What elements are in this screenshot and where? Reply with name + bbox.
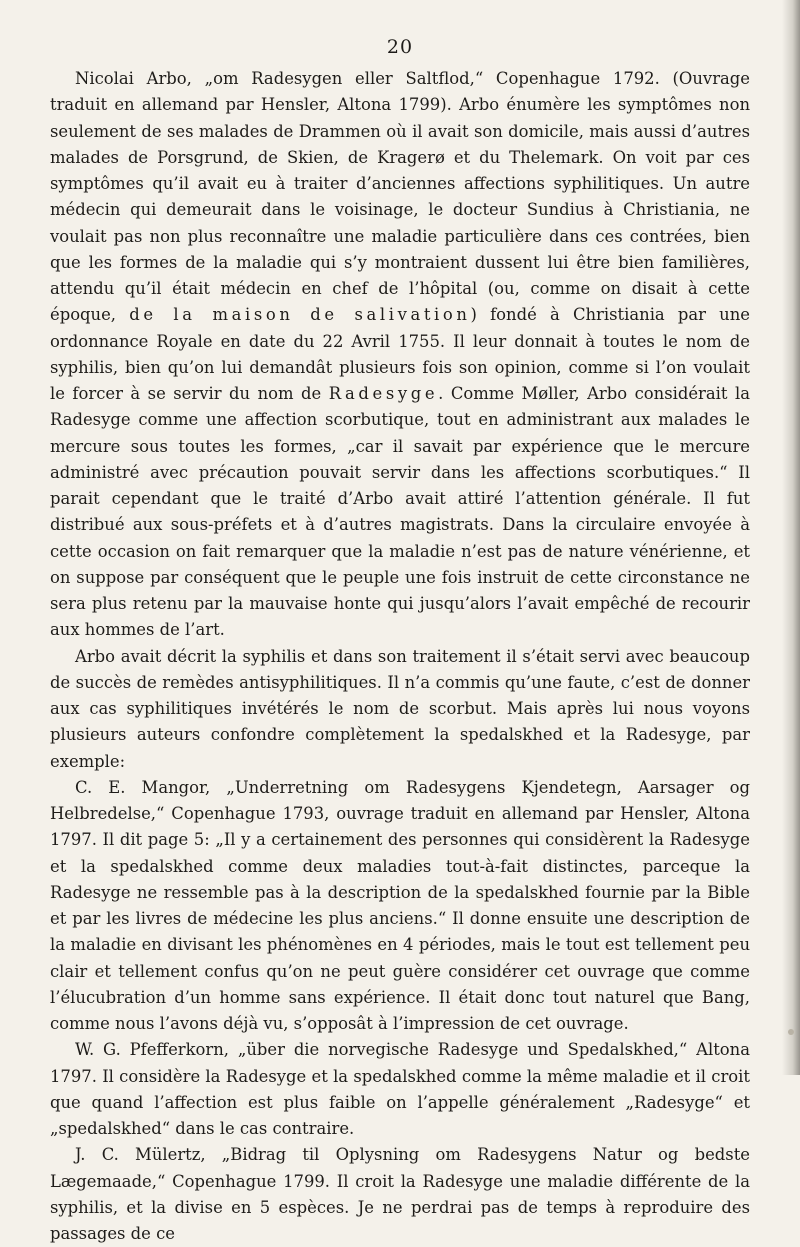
paragraph-mangor: C. E. Mangor, „Underretning om Radesygens Kjendetegn, Aarsager og Helbredelse,“ Copenhague 1793, ouvrage traduit en allemand par Hensler, Altona 1797. Il dit page 5: „Il y a certainement des personnes qui considèrent la Radesyge et la spedalskhed comme deux maladies tout-à-fait distinctes, parceque la Radesyge ne ressemble pas à la description de la spedalskhed fournie par la Bible et par les livres de médecine les plus anciens.“ Il donne ensuite une description de la maladie en divisant les phénomènes en 4 périodes, mais le tout est tellement peu clair et tellement confus qu’on ne peut guère considérer cet ouvrage que comme l’élucubration d’un homme sans expérience. Il était donc tout naturel que Bang, comme nous l’avons déjà vu, s’opposât à l’impression de cet ouvrage. (50, 777, 750, 1033)
paragraph-mulertz: J. C. Mülertz, „Bidrag til Oplysning om Radesygens Natur og bedste Lægemaade,“ Copenhague 1799. Il croit la Radesyge une maladie différente de la syphilis, et la divise en 5 espèces. Je ne perdrai pas de temps à reproduire des passages de ce (50, 1145, 750, 1243)
page-edge-shadow (782, 0, 800, 1075)
emphasized-term: Radesyge (328, 384, 439, 403)
paragraph-text: . Comme Møller, Arbo considérait la Radesyge comme une affection scorbutique, tout en administrant aux malades le mercure sous toutes les formes, „car il savait par expérience que le mercure administré avec précaution pouvait servir dans les affections scorbutiques.“ Il parait cependant que le traité d’Arbo avait attiré l’attention générale. Il fut distribué aux sous-préfets et à d’autres magistrats. Dans la circulaire envoyée à cette occasion on fait remarquer que la maladie n’est pas de nature vénérienne, et on suppose par conséquent que le peuple une fois instruit de cette circonstance ne sera plus retenu par la mauvaise honte qui jusqu’alors l’avait empêché de recourir aux hommes de l’art. (50, 384, 750, 640)
page-number: 20 (386, 36, 414, 58)
paragraph-arbo (50, 66, 750, 644)
paragraph-pfefferkorn: W. G. Pfefferkorn, „über die norvegische Radesyge und Spedalskhed,“ Altona 1797. Il considère la Radesyge et la spedalskhed comme la même maladie et il croit que quand l’affection est plus faible on l’appelle généralement „Radesyge“ et „spedalskhed“ dans le cas contraire. (50, 1040, 750, 1138)
paragraph-arbo-treatment: Arbo avait décrit la syphilis et dans son traitement il s’était servi avec beaucoup de succès de remèdes antisyphilitiques. Il n’a commis qu’une faute, c’est de donner aux cas syphilitiques invétérés le nom de scorbut. Mais après lui nous voyons plusieurs auteurs confondre complètement la spedalskhed et la Radesyge, par exemple: (50, 646, 750, 771)
paper-stain (788, 1029, 794, 1035)
emphasized-phrase: de la maison de salivation (129, 305, 471, 325)
paragraph-text: ) fondé à Christiania par une ordonnance Royale en date du 22 Avril 1755. Il leur donnait à toutes le nom de syphilis, bien qu’on lui demandât plusieurs fois son opinion, comme si l’on voulait le forcer à se servir du nom de (50, 305, 750, 403)
paragraph-text: Nicolai Arbo, „om Radesygen eller Saltflod,“ Copenhague 1792. (Ouvrage traduit en allemand par Hensler, Altona 1799). Arbo énumère les symptômes non seulement de ses malades de Drammen où il avait son domicile, mais aussi d’autres malades de Porsgrund, de Skien, de Kragerø et du Thelemark. On voit par ces symptômes qu’il avait eu à traiter d’anciennes affections syphilitiques. Un autre médecin qui demeurait dans le voisinage, le docteur Sundius à Christiania, ne voulait pas non plus reconnaître une maladie particulière dans ces contrées, bien que les formes de la maladie qui s’y montraient dussent lui être bien familières, attendu qu’il était médecin en chef de l’hôpital (ou, comme on disait à cette époque, (50, 69, 750, 325)
body-text (50, 66, 750, 1247)
